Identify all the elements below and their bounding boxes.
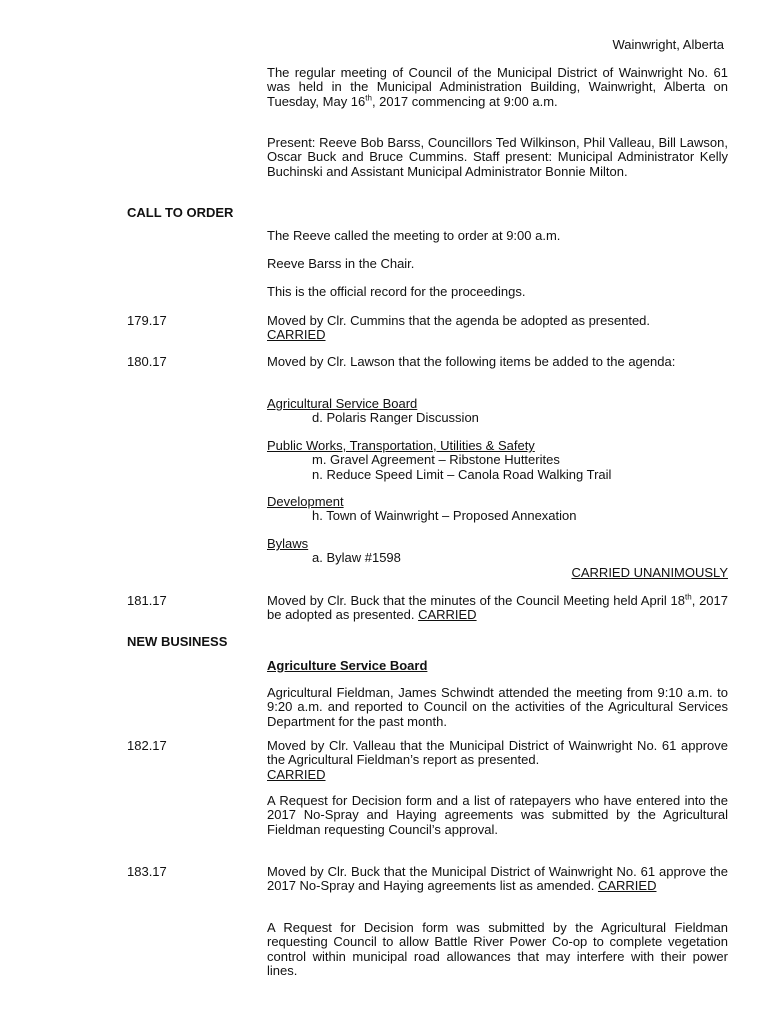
motion-number: 183.17 [127,864,167,879]
agenda-item: h. Town of Wainwright – Proposed Annexation [312,508,577,524]
motion-number: 181.17 [127,593,167,608]
motion-183-body: Moved by Clr. Buck that the Municipal District of Wainwright No. 61 approve the 2017 No-Spray and Haying agreements list as amended. [267,864,728,894]
request-paragraph-1: A Request for Decision form and a list of ratepayers who have entered into the 2017 No-Spray and Haying agreements was submitted by the Agricultural Fieldman requesting Council’s approval. [267,793,728,837]
agenda-section-heading: Development [267,494,344,509]
agenda-item: n. Reduce Speed Limit – Canola Road Walking Trail [312,466,612,482]
motion-number: 180.17 [127,354,167,369]
call-to-order-line: The Reeve called the meeting to order at 9:00 a.m. [267,228,561,243]
intro-text-b: , 2017 commencing at 9:00 a.m. [371,93,558,109]
agenda-section-heading: Agricultural Service Board [267,396,418,411]
motion-181-body-b: , 2017 be adopted as presented. [267,593,728,623]
agenda-dev-section [267,495,728,524]
agenda-section-heading: Public Works, Transportation, Utilities & Safety [267,438,535,453]
intro-text-a: The regular meeting of Council of the Municipal District of Wainwright No. 61 was held in the Municipal Administration Building, Wainwright, Alberta on Tuesday, May 16 [267,65,728,109]
agenda-item: d. Polaris Ranger Discussion [312,410,479,426]
agenda-section-heading: Bylaws [267,536,309,551]
intro-paragraph [267,66,728,109]
motion-183-text [267,865,728,894]
new-business-heading: NEW BUSINESS [127,634,228,649]
carried-label: CARRIED [418,607,477,623]
request-paragraph-2: A Request for Decision form was submitted by the Agricultural Fieldman requesting Council to allow Battle River Power Co-op to complete vegetation control within municipal road allowances that may interfere with their power lines. [267,920,728,978]
agenda-pw-section [267,439,728,482]
motion-182-body: Moved by Clr. Valleau that the Municipal District of Wainwright No. 61 approve the Agricultural Fieldman’s report as presented. [267,738,728,768]
chair-line: Reeve Barss in the Chair. [267,256,415,271]
intro-sup: th [365,93,372,103]
agenda-bylaws-section [267,537,728,580]
carried-unanimously-label: CARRIED UNANIMOUSLY [571,564,728,580]
agenda-item: a. Bylaw #1598 [312,550,401,566]
motion-180-text: Moved by Clr. Lawson that the following items be added to the agenda: [267,354,676,369]
official-record-line: This is the official record for the proceedings. [267,284,526,299]
motion-181-text [267,594,728,623]
asb-title: Agriculture Service Board [267,658,428,673]
motion-182-text [267,739,728,782]
agenda-item: m. Gravel Agreement – Ribstone Hutterites [312,452,560,468]
motion-179-body: Moved by Clr. Cummins that the agenda be adopted as presented. [267,313,651,328]
motion-181-sup: th [685,592,692,602]
location-header: Wainwright, Alberta [612,37,724,52]
agenda-asb-section [267,397,728,426]
carried-label: CARRIED [597,878,657,894]
carried-label: CARRIED [267,766,326,782]
present-paragraph: Present: Reeve Bob Barss, Councillors Ted Wilkinson, Phil Valleau, Bill Lawson, Oscar Buck and Bruce Cummins. Staff present: Municipal Administrator Kelly Buchinski and Assistant Municipal Administrator Bonnie Milton. [267,135,728,179]
motion-number: 179.17 [127,313,167,328]
call-to-order-heading: CALL TO ORDER [127,205,234,220]
motion-number: 182.17 [127,738,167,753]
motion-181-body-a: Moved by Clr. Buck that the minutes of the Council Meeting held April 18 [267,593,686,608]
motion-179-text [267,314,728,343]
fieldman-paragraph: Agricultural Fieldman, James Schwindt attended the meeting from 9:10 a.m. to 9:20 a.m. and reported to Council on the activities of the Agricultural Services Department for the past month. [267,685,728,729]
carried-label: CARRIED [267,327,326,343]
